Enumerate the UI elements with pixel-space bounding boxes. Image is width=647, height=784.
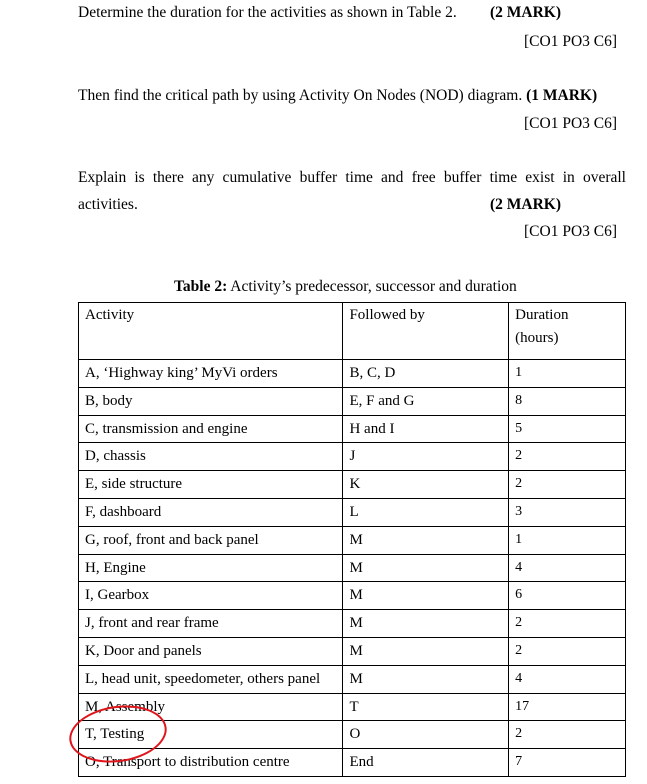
cell-activity: B, body [79, 387, 343, 415]
cell-duration: 2 [509, 637, 626, 665]
cell-activity: G, roof, front and back panel [79, 526, 343, 554]
header-activity: Activity [79, 303, 343, 360]
cell-followed-by: M [343, 582, 509, 610]
cell-activity: J, front and rear frame [79, 610, 343, 638]
table-row [79, 443, 626, 471]
cell-followed-by: M [343, 610, 509, 638]
cell-duration: 2 [509, 443, 626, 471]
cell-followed-by: K [343, 471, 509, 499]
cell-duration: 4 [509, 665, 626, 693]
cell-followed-by: T [343, 693, 509, 721]
question-3-co: [CO1 PO3 C6] [524, 223, 618, 240]
cell-duration: 2 [509, 721, 626, 749]
cell-duration: 1 [509, 360, 626, 388]
question-2-line [78, 87, 597, 105]
question-3-line-2: activities. [78, 196, 138, 213]
cell-activity: C, transmission and engine [79, 415, 343, 443]
cell-duration: 5 [509, 415, 626, 443]
table-row [79, 637, 626, 665]
cell-activity: O, Transport to distribution centre [79, 749, 343, 777]
cell-followed-by: L [343, 498, 509, 526]
table-row [79, 360, 626, 388]
question-1-co: [CO1 PO3 C6] [524, 33, 618, 50]
cell-duration: 2 [509, 610, 626, 638]
table-row [79, 498, 626, 526]
question-2-text: Then find the critical path by using Activity On Nodes (NOD) diagram. [78, 87, 523, 104]
cell-activity: D, chassis [79, 443, 343, 471]
question-2-mark: (1 MARK) [526, 87, 598, 104]
activity-table [78, 302, 626, 777]
table-row [79, 665, 626, 693]
cell-followed-by: J [343, 443, 509, 471]
table-row [79, 471, 626, 499]
header-duration [509, 303, 626, 360]
cell-duration: 4 [509, 554, 626, 582]
question-1-mark: (2 MARK) [490, 4, 562, 21]
cell-activity: T, Testing [79, 721, 343, 749]
cell-duration: 6 [509, 582, 626, 610]
table-caption-text: Activity’s predecessor, successor and duration [227, 278, 517, 295]
cell-followed-by: M [343, 637, 509, 665]
table-header-row [79, 303, 626, 360]
cell-followed-by: O [343, 721, 509, 749]
table-row [79, 415, 626, 443]
cell-followed-by: End [343, 749, 509, 777]
cell-activity: M, Assembly [79, 693, 343, 721]
cell-duration: 8 [509, 387, 626, 415]
table-row [79, 749, 626, 777]
cell-followed-by: E, F and G [343, 387, 509, 415]
table-row [79, 610, 626, 638]
table-row [79, 582, 626, 610]
cell-activity: E, side structure [79, 471, 343, 499]
cell-followed-by: B, C, D [343, 360, 509, 388]
cell-duration: 17 [509, 693, 626, 721]
cell-activity: H, Engine [79, 554, 343, 582]
cell-activity: L, head unit, speedometer, others panel [79, 665, 343, 693]
cell-followed-by: M [343, 554, 509, 582]
cell-activity: A, ‘Highway king’ MyVi orders [79, 360, 343, 388]
cell-followed-by: M [343, 665, 509, 693]
cell-activity: F, dashboard [79, 498, 343, 526]
table-row [79, 526, 626, 554]
cell-duration: 1 [509, 526, 626, 554]
table-caption [174, 278, 517, 296]
question-1-text: Determine the duration for the activities as shown in Table 2. [78, 4, 457, 21]
cell-duration: 3 [509, 498, 626, 526]
question-3-mark: (2 MARK) [490, 196, 562, 213]
cell-activity: K, Door and panels [79, 637, 343, 665]
table-caption-label: Table 2: [174, 278, 228, 295]
table-row [79, 554, 626, 582]
cell-activity: I, Gearbox [79, 582, 343, 610]
table-row [79, 387, 626, 415]
header-duration-line-2: (hours) [515, 330, 559, 346]
cell-followed-by: M [343, 526, 509, 554]
cell-duration: 7 [509, 749, 626, 777]
cell-duration: 2 [509, 471, 626, 499]
cell-followed-by: H and I [343, 415, 509, 443]
header-followed-by: Followed by [343, 303, 509, 360]
header-duration-line-1: Duration [515, 307, 569, 323]
question-3-line-1: Explain is there any cumulative buffer time and free buffer time exist in overall [78, 169, 626, 186]
question-2-co: [CO1 PO3 C6] [524, 115, 618, 132]
